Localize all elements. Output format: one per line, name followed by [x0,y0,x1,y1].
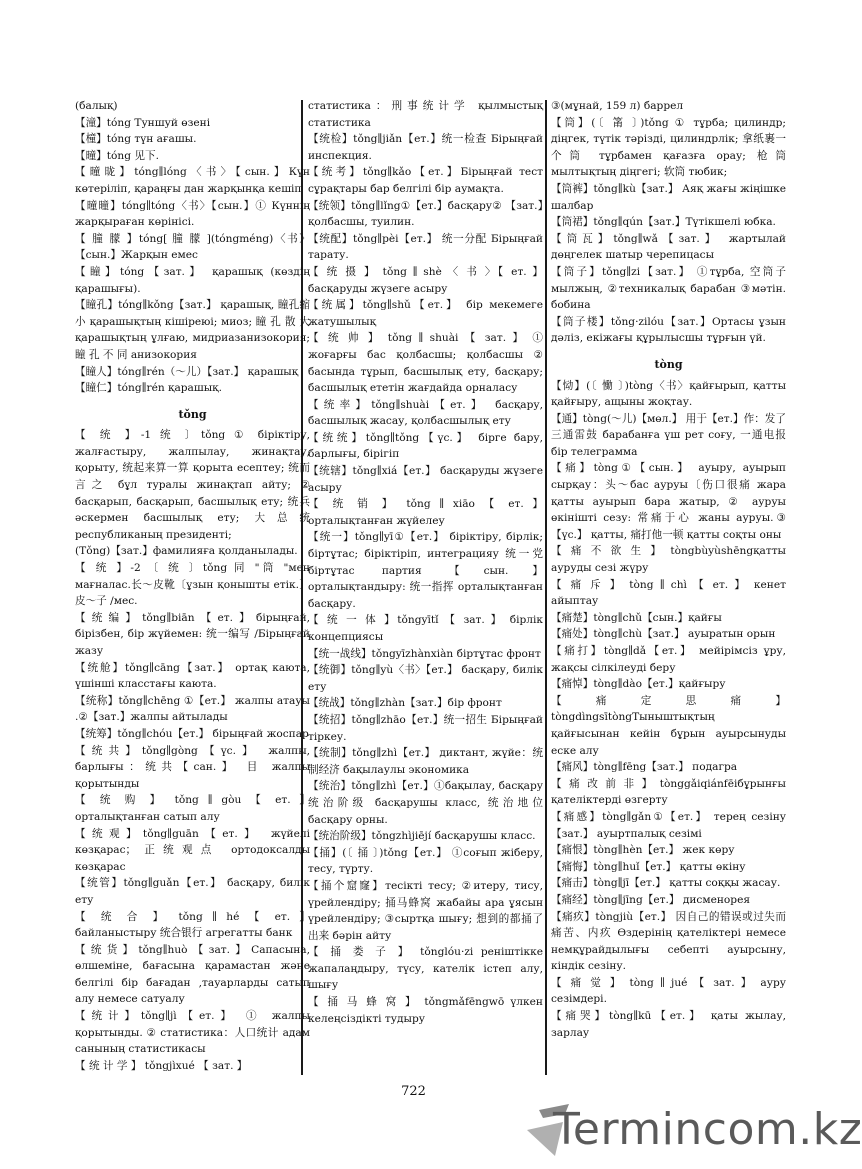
dictionary-entry: 【筒裙】tǒng∥qún【зат.】Түтікшелі юбка. [551,216,776,229]
dictionary-entry: 【筒瓦】tǒng∥wǎ【зат.】 жартылай дөңгелек шатыр черепицасы [551,232,786,262]
dictionary-entry: 【筒】(〔 筩 〕)tǒng ① тұрба; цилиндр; діңгек, түтік тәрізді, цилиндрлік; 拿纸裹一个筒 тұрбамен қағазға орау; 枪筒 мылтықтың діңгегі; 软筒 тюбик; [551,116,786,179]
dictionary-entry: 【统考】tǒng∥kǎo【ет.】Бірыңғай тест сұрақтары бар белгілі бір аумақта. [308,166,543,195]
dictionary-entry: 【瞳仁】tóng∥rén қарашық. [75,382,222,395]
dictionary-entry: 【统货】tǒng∥huò【зат.】Сапасына, өлшеміне, бағасына қарамастан және белгілі бір бағадан ,тауарларды сатып алу немесе сатуалу [75,943,310,1006]
dictionary-entry: ③(мұнай, 159 л) баррел [551,100,684,112]
dictionary-entry: 【捅】(〔 捅 〕)tǒng【ет.】 ①соғып жіберу, тесу, түрту. [308,846,543,876]
dictionary-entry: 【统领】tǒng∥lǐng①【ет.】басқару② 【зат.】қолбасшы, туилин. [308,199,543,229]
dictionary-entry: 【痛经】tòng∥jīng【ет.】 дисменорея [551,893,751,906]
dictionary-entry: 【 统 计 学 】 tǒngjìxué 【 зат. 】 [75,1059,248,1072]
dictionary-entry: 【曈昽】tóng∥lóng〈书〉【сын.】Күн көтеріліп, қараңғы дан жарқынқа кешіп [75,166,310,195]
column-2 [308,98,543,1027]
dictionary-entry: 【 痛 斥 】 tòng ∥ chì 【 ет. 】 кенет айыптау [551,578,786,608]
dictionary-entry: 【统舱】tǒng∥cāng【зат.】 ортақ каюта, үшінші класстағы каюта. [75,661,310,691]
site-logo [525,1100,862,1160]
dictionary-entry: 【瞳人】tóng∥rén（～儿）【зат.】 қарашық [75,365,299,378]
dictionary-entry: 【痛疚】tòngjiù【ет.】 因自己的错误或过失而痛苦、内疚 Өздерінің қателіктері немесе немқұрайдылығы себепті ауырсыну, кіндік сезіну. [551,910,786,973]
dictionary-entry: (балық) [75,100,118,112]
dictionary-entry: 【痛击】tòng∥jī【ет.】 қатты соққы жасау. [551,877,781,890]
dictionary-entry: 【痛】tòng①【сын.】 ауыру, ауырып сырқау：头～бас ауруы〔伤口很痛 жара қатты ауырып бара жатыр, ② ауруы өкінішті сезу: 常痛于心 жаны ауруы.③【үс.】 қатты, 痛打他一顿 қатты соқты оны [551,462,786,541]
dictionary-entry: 【统编】tǒng∥biān【ет.】бірыңғай, бірізбен, бір жүйемен: 统一编写 /Бірыңғай жазу [75,611,310,657]
column-3 [551,98,786,1041]
dictionary-entry: 【统率】tǒng∥shuài【ет.】 басқару, басшылық жасау, қолбасшылық ету [308,398,543,428]
dictionary-entry: 【痛楚】tòng∥chǔ【сын.】қайғы [551,611,722,624]
dictionary-entry: 【筒裤】tǒng∥kù【зат.】 Аяқ жағы жіңішке шалбар [551,182,786,212]
dictionary-entry: 【痛处】tòng∥chù【зат.】 ауыратын орын [551,628,776,641]
dictionary-entry: 【统检】tǒng∥jiǎn【ет.】统一检查 Бірыңғай инспекция. [308,133,543,162]
dictionary-entry: 【统制】tǒng∥zhì【ет.】 диктант, жүйе：统制经济 бақылаулы экономика [308,747,543,776]
dictionary-entry: 【统观】tǒng∥guān【ет.】 жүйелі көзқарас；正统观点 ортодоксалды көзқарас [75,827,310,873]
dictionary-entry: 【痛打】tòng∥dǎ【ет.】 мейірімсіз ұру, жақсы сілкілеуді беру [551,645,786,674]
dictionary-entry: 【统属】tǒng∥shǔ【ет.】 бір мекемеге жатушылық [308,299,543,328]
dictionary-entry: 【 统 合 】 tǒng ∥ hé 【 ет. 】 байланыстыру 统合银行 агрегатты банк [75,910,310,940]
section-heading: tòng [654,357,683,371]
dictionary-entry: 【筒子楼】tǒng·zilóu【зат.】Ортасы ұзын дәліз, екіжағы құрылысшы тұрғын үй. [551,315,786,345]
dictionary-entry: 【 统 一 体 】tǒngyītǐ 【 зат. 】 бірлік концепциясы [308,614,543,643]
dictionary-entry: 【痛哭】tòng∥kū【ет.】 қаты жылау, зарлау [551,1010,786,1039]
dictionary-entry: 【 统 帅 】 tǒng ∥ shuài 【 зат. 】 ① жоғарғы бас қолбасшы; қолбасшы ② басында тұрып, басшылық ету, басқару; басшылық ететін жағдайда орналасу [308,332,543,395]
dictionary-entry: 【统治阶级】tǒngzhìjiējí басқарушы класс. [308,830,536,843]
dictionary-entry: 【痛悔】tòng∥huǐ【ет.】 қатты өкіну [551,860,746,873]
dictionary-entry: 【统配】tǒng∥pèi【ет.】 统一分配 Бірыңғай тарату. [308,232,543,262]
column-1 [75,98,310,1074]
dictionary-entry: 【筒子】tǒng∥zi【зат.】 ①тұрба, 空筒子 мылжың, ②техникалық барабан ③мәтін. бобина [551,265,786,312]
dictionary-entry: 【 痛 定 思 痛 】 tòngdìngsītòngТыныштықтың қайғысынан кейін бұрын ауырсынуды еске алу [551,694,786,757]
dictionary-entry: 【统共】tǒng∥gòng【үс.】 жалпы, барлығы：统共【сан.】 目 жалпы қорытынды [75,744,310,790]
dictionary-entry: 【 统 】-1 统 〕tǒng ① біріктіру, жалғастыру, жалпылау, жинақтау, қорыту, 统起来算一算 қорыта есептеу; 统而言之 бұл туралы жинақтап айту; ② басқарып, басқарып, басшылық ету; 统兵 әскермен басшылық ету; 大总统 республиканың президенті; [75,429,310,541]
dictionary-entry: 【统管】tǒng∥guǎn【ет.】 басқару, билік ету [75,877,310,906]
dictionary-entry: 【统一】tǒng∥yī①【ет.】 біріктіру, бірлік; біртұтас; біріктіріп, интеграцияу 统一党 біртұтас партия 【сын.】 орталықтандыру: 统一指挥 орталықтанған басқару. [308,531,543,610]
dictionary-entry: статистика：刑事统计学 қылмыстық статистика [308,100,543,129]
dictionary-entry: 【统御】tǒng∥yù〈书〉【ет.】 басқару, билік ету [308,664,543,693]
column-divider [545,100,547,1075]
dictionary-entry: 【 痛 不 欲 生 】 tòngbùyùshēngқатты ауруды сезі жүру [551,545,786,575]
dictionary-entry: 【捅个窟窿】тесікті тесу; ②итеру, тису, үрейлендіру; 捅马蜂窝 жабайы ара ұясын үрейлендіру; ③сыртқа шығу; 想到的都捅了出来 бәрін айту [308,879,543,942]
dictionary-entry: 【恸】(〔 慟 〕)tòng〈书〉қайғырып, қатты қайғыру, ащыны жоқтау. [551,379,786,409]
dictionary-entry: 【橦】tóng түн ағашы. [75,133,197,146]
dictionary-entry: 【 统 购 】 tǒng ∥ gòu 【 ет. 】 орталықтанған сатып алу [75,794,310,823]
dictionary-entry: 【 朣 朦 】tóng[ 朣 朦 ](tóngméng)〈书〉【сын.】Жарқын емес [75,232,310,262]
dictionary-entry: (Tǒng)【зат.】фамилияға қолданылады. [75,545,298,558]
dictionary-entry: 【统战】tǒng∥zhàn【зат.】бір фронт [308,697,502,710]
dictionary-entry: 【痛感】tòng∥gǎn①【ет.】 терең сезіну【зат.】 ауыртпалық сезімі [551,810,786,840]
dictionary-entry: 【 统 销 】 tǒng ∥ xiāo 【 ет. 】 орталықтанған жүйелеу [308,498,543,527]
dictionary-entry: 【 统 摄 】 tǒng ∥ shè 〈 书 〉【 ет. 】 басқаруды жүзеге асыру [308,265,543,295]
dictionary-entry: 【统统】tǒng∥tǒng【үс.】 бірге бару, барлығы, бірігіп [308,431,543,461]
dictionary-entry: 【 统 】-2 〔 统 〕tǒng 同 "筒 "мен мағналас.长～皮靴〔ұзын қонышты етік.〕皮～子 /мес. [75,562,310,608]
dictionary-entry: 【痛恨】tòng∥hèn【ет.】 жек көру [551,844,735,857]
dictionary-entry: 【 捅 马 蜂 窝 】 tǒngmǎfēngwō үлкен келеңсіздікті тудыру [308,996,543,1025]
dictionary-entry: 【痛风】tòng∥fēng【зат.】 подагра [551,761,738,774]
dictionary-entry: 【潼】tóng Туншуй өзені [75,116,211,129]
dictionary-entry: 【曈】tóng 见下. [75,149,159,162]
logo-text: Termincom.kz [553,1104,862,1155]
dictionary-entry: 【统计】tǒng∥jì【ет.】 ① жалпы қорытынды. ② статистика：人口统计 адам санының статистикасы [75,1010,310,1056]
dictionary-entry: 【统一战线】tǒngyīzhànxiàn біртұтас фронт [308,647,541,660]
dictionary-entry: 【曈曈】tóng∥tóng〈书〉【сын.】① Күннің жарқыраған көрінісі. [75,199,310,229]
dictionary-entry: 【统辖】tǒng∥xiá【ет.】 басқаруды жүзеге асыру [308,465,543,494]
dictionary-entry: 【统称】tǒng∥chēng ①【ет.】 жалпы атауы .②【зат.】жалпы айтылады [75,694,310,724]
dictionary-entry: 【 捅 娄 子 】 tǒnglóu·zi реніштікке жапалаңдыру, түсу, кателік істеп алу, шығу [308,946,543,992]
dictionary-entry: 【痛悼】tòng∥dào【ет.】қайғыру [551,678,726,691]
dictionary-entry: 【通】tòng(～儿)【мөл.】 用于【ет.】作：发了三通雷鼓 барабанға үш рет соғу, 一通电报 бір телеграмма [551,412,786,458]
page-number: 722 [401,1084,426,1099]
dictionary-entry: 【 痛 觉 】 tòng ∥ jué 【 зат. 】 ауру сезімдері. [551,976,786,1006]
dictionary-entry: 【统筹】tǒng∥chóu【ет.】 бірыңғай жоспар [75,727,309,740]
dictionary-entry: 【痛改前非】tònggǎiqiánfēiбұрынғы қателіктерді өзгерту [551,777,786,807]
section-heading: tǒng [178,407,207,421]
dictionary-entry: 【瞳】tóng【зат.】 қарашық (көздің қарашығы). [75,265,310,295]
dictionary-entry: 【瞳孔】tóng∥kǒng【зат.】 қарашық, 瞳孔缩小 қарашықтың кішіреюі; миоз; 瞳 孔 散 大 қарашықтың ұлғаю, мидриазанизокория; 瞳 孔 不 同 анизокория [75,299,310,361]
dictionary-entry: 【统招】tǒng∥zhāo【ет.】统一招生 Бірыңғай тіркеу. [308,713,543,743]
dictionary-entry: 【统治】tǒng∥zhì【ет.】①бақылау, басқару 统治阶级 басқарушы класс, 统治地位 басқару орны. [308,780,543,826]
